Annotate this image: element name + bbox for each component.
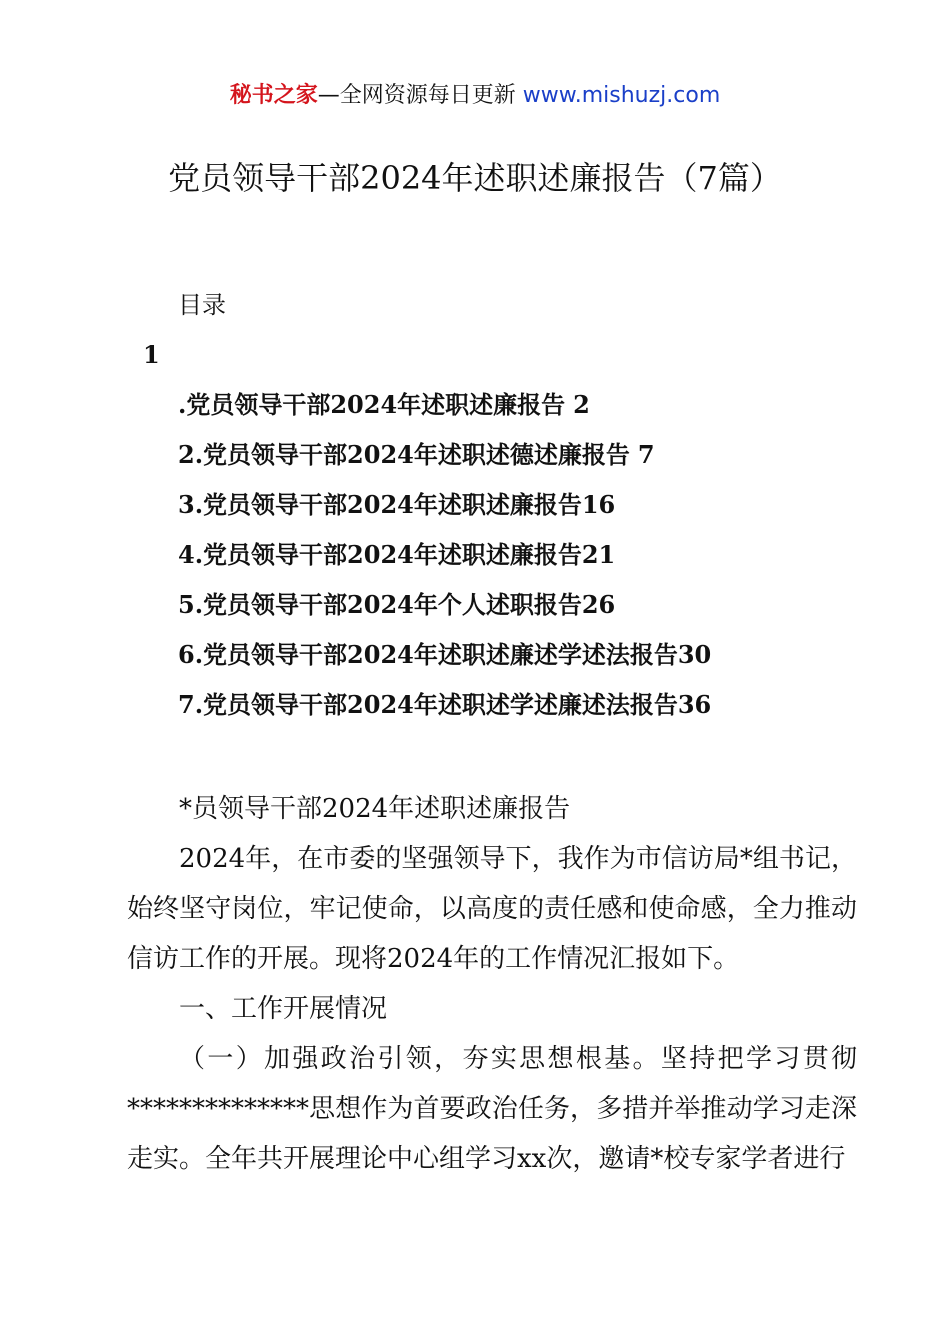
- document-body: [127, 784, 857, 1184]
- toc-first-page-number: 1: [143, 340, 160, 369]
- banner-url-link[interactable]: www.mishuzj.com: [522, 83, 721, 108]
- toc-entry-page: 7: [637, 440, 655, 469]
- toc-entry-label: 5.党员领导干部2024年个人述职报告: [178, 590, 582, 619]
- toc-entry-page: 16: [581, 490, 616, 519]
- section-heading: 一、工作开展情况: [179, 994, 388, 1024]
- toc-entry-5[interactable]: [178, 588, 711, 638]
- toc-entry-4[interactable]: [178, 538, 711, 588]
- toc-entry-label: 6.党员领导干部2024年述职述廉述学述法报告: [178, 640, 678, 669]
- toc-entry-page: 30: [677, 640, 712, 669]
- banner-brand: 秘书之家: [229, 83, 318, 108]
- toc-entry-label: .党员领导干部2024年述职述廉报告: [178, 390, 566, 419]
- table-of-contents: [178, 388, 711, 738]
- document-title: 党员领导干部2024年述职述廉报告（7篇）: [168, 159, 782, 197]
- paragraph: 2024年，在市委的坚强领导下，我作为市信访局*组书记，始终坚守岗位，牢记使命，以高度的责任感和使命感，全力推动信访工作的开展。现将2024年的工作情况汇报如下。: [127, 844, 857, 974]
- paragraph: （一）加强政治引领，夯实思想根基。坚持把学习贯彻**************思想作为首要政治任务，多措并举推动学习走深走实。全年共开展理论中心组学习xx次，邀请*校专家学者进行: [127, 1044, 857, 1174]
- toc-entry-page: 21: [581, 540, 616, 569]
- toc-entry-page: 2: [573, 390, 590, 419]
- toc-entry-2[interactable]: [178, 438, 711, 488]
- toc-entry-label: 4.党员领导干部2024年述职述廉报告: [178, 540, 582, 569]
- toc-entry-1[interactable]: [178, 388, 711, 438]
- banner-slogan: —全网资源每日更新: [317, 83, 516, 108]
- toc-entry-6[interactable]: [178, 638, 711, 688]
- toc-entry-7[interactable]: [178, 688, 711, 738]
- toc-entry-label: 7.党员领导干部2024年述职述学述廉述法报告: [178, 690, 678, 719]
- toc-entry-3[interactable]: [178, 488, 711, 538]
- site-banner: [0, 80, 950, 112]
- toc-entry-page: 26: [581, 590, 616, 619]
- toc-entry-page: 36: [677, 690, 712, 719]
- toc-entry-label: 2.党员领导干部2024年述职述德述廉报告: [178, 440, 630, 469]
- toc-entry-label: 3.党员领导干部2024年述职述廉报告: [178, 490, 582, 519]
- toc-heading: 目录: [178, 291, 226, 319]
- section-title: *员领导干部2024年述职述廉报告: [179, 794, 571, 824]
